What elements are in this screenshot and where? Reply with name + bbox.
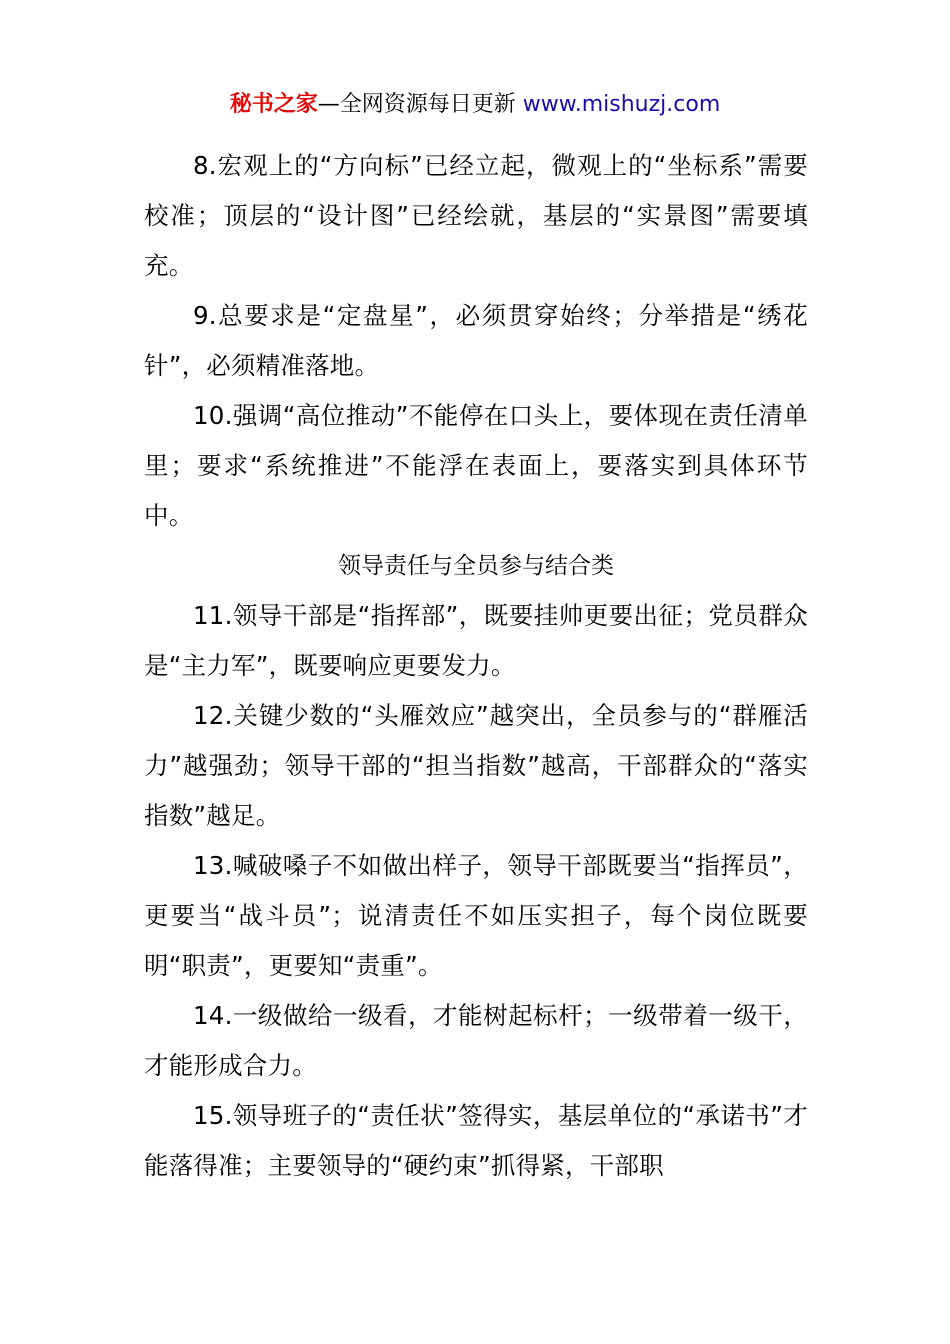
document-body [144, 141, 808, 1191]
paragraph-15: 15.领导班子的“责任状”签得实，基层单位的“承诺书”才能落得准；主要领导的“硬约束”抓得紧，干部职 [144, 1101, 808, 1180]
section-heading: 领导责任与全员参与结合类 [338, 553, 614, 579]
header-slogan: —全网资源每日更新 [317, 92, 516, 117]
paragraph-12: 12.关键少数的“头雁效应”越突出，全员参与的“群雁活力”越强劲；领导干部的“担当指数”越高，干部群众的“落实指数”越足。 [144, 701, 808, 830]
brand-name: 秘书之家 [229, 92, 318, 117]
paragraph-9: 9.总要求是“定盘星”，必须贯穿始终；分举措是“绣花针”，必须精准落地。 [144, 301, 808, 380]
paragraph-10: 10.强调“高位推动”不能停在口头上，要体现在责任清单里；要求“系统推进”不能浮在表面上，要落实到具体环节中。 [144, 401, 808, 530]
website-link[interactable]: www.mishuzj.com [522, 92, 721, 117]
paragraph-11: 11.领导干部是“指挥部”，既要挂帅更要出征；党员群众是“主力军”，既要响应更要发力。 [144, 601, 808, 680]
paragraph-14: 14.一级做给一级看，才能树起标杆；一级带着一级干，才能形成合力。 [144, 1001, 808, 1080]
paragraph-13: 13.喊破嗓子不如做出样子，领导干部既要当“指挥员”，更要当“战斗员”；说清责任不如压实担子，每个岗位既要明“职责”，更要知“责重”。 [144, 851, 808, 980]
page-header [0, 88, 950, 122]
paragraph-8: 8.宏观上的“方向标”已经立起，微观上的“坐标系”需要校准；顶层的“设计图”已经绘就，基层的“实景图”需要填充。 [144, 151, 808, 280]
